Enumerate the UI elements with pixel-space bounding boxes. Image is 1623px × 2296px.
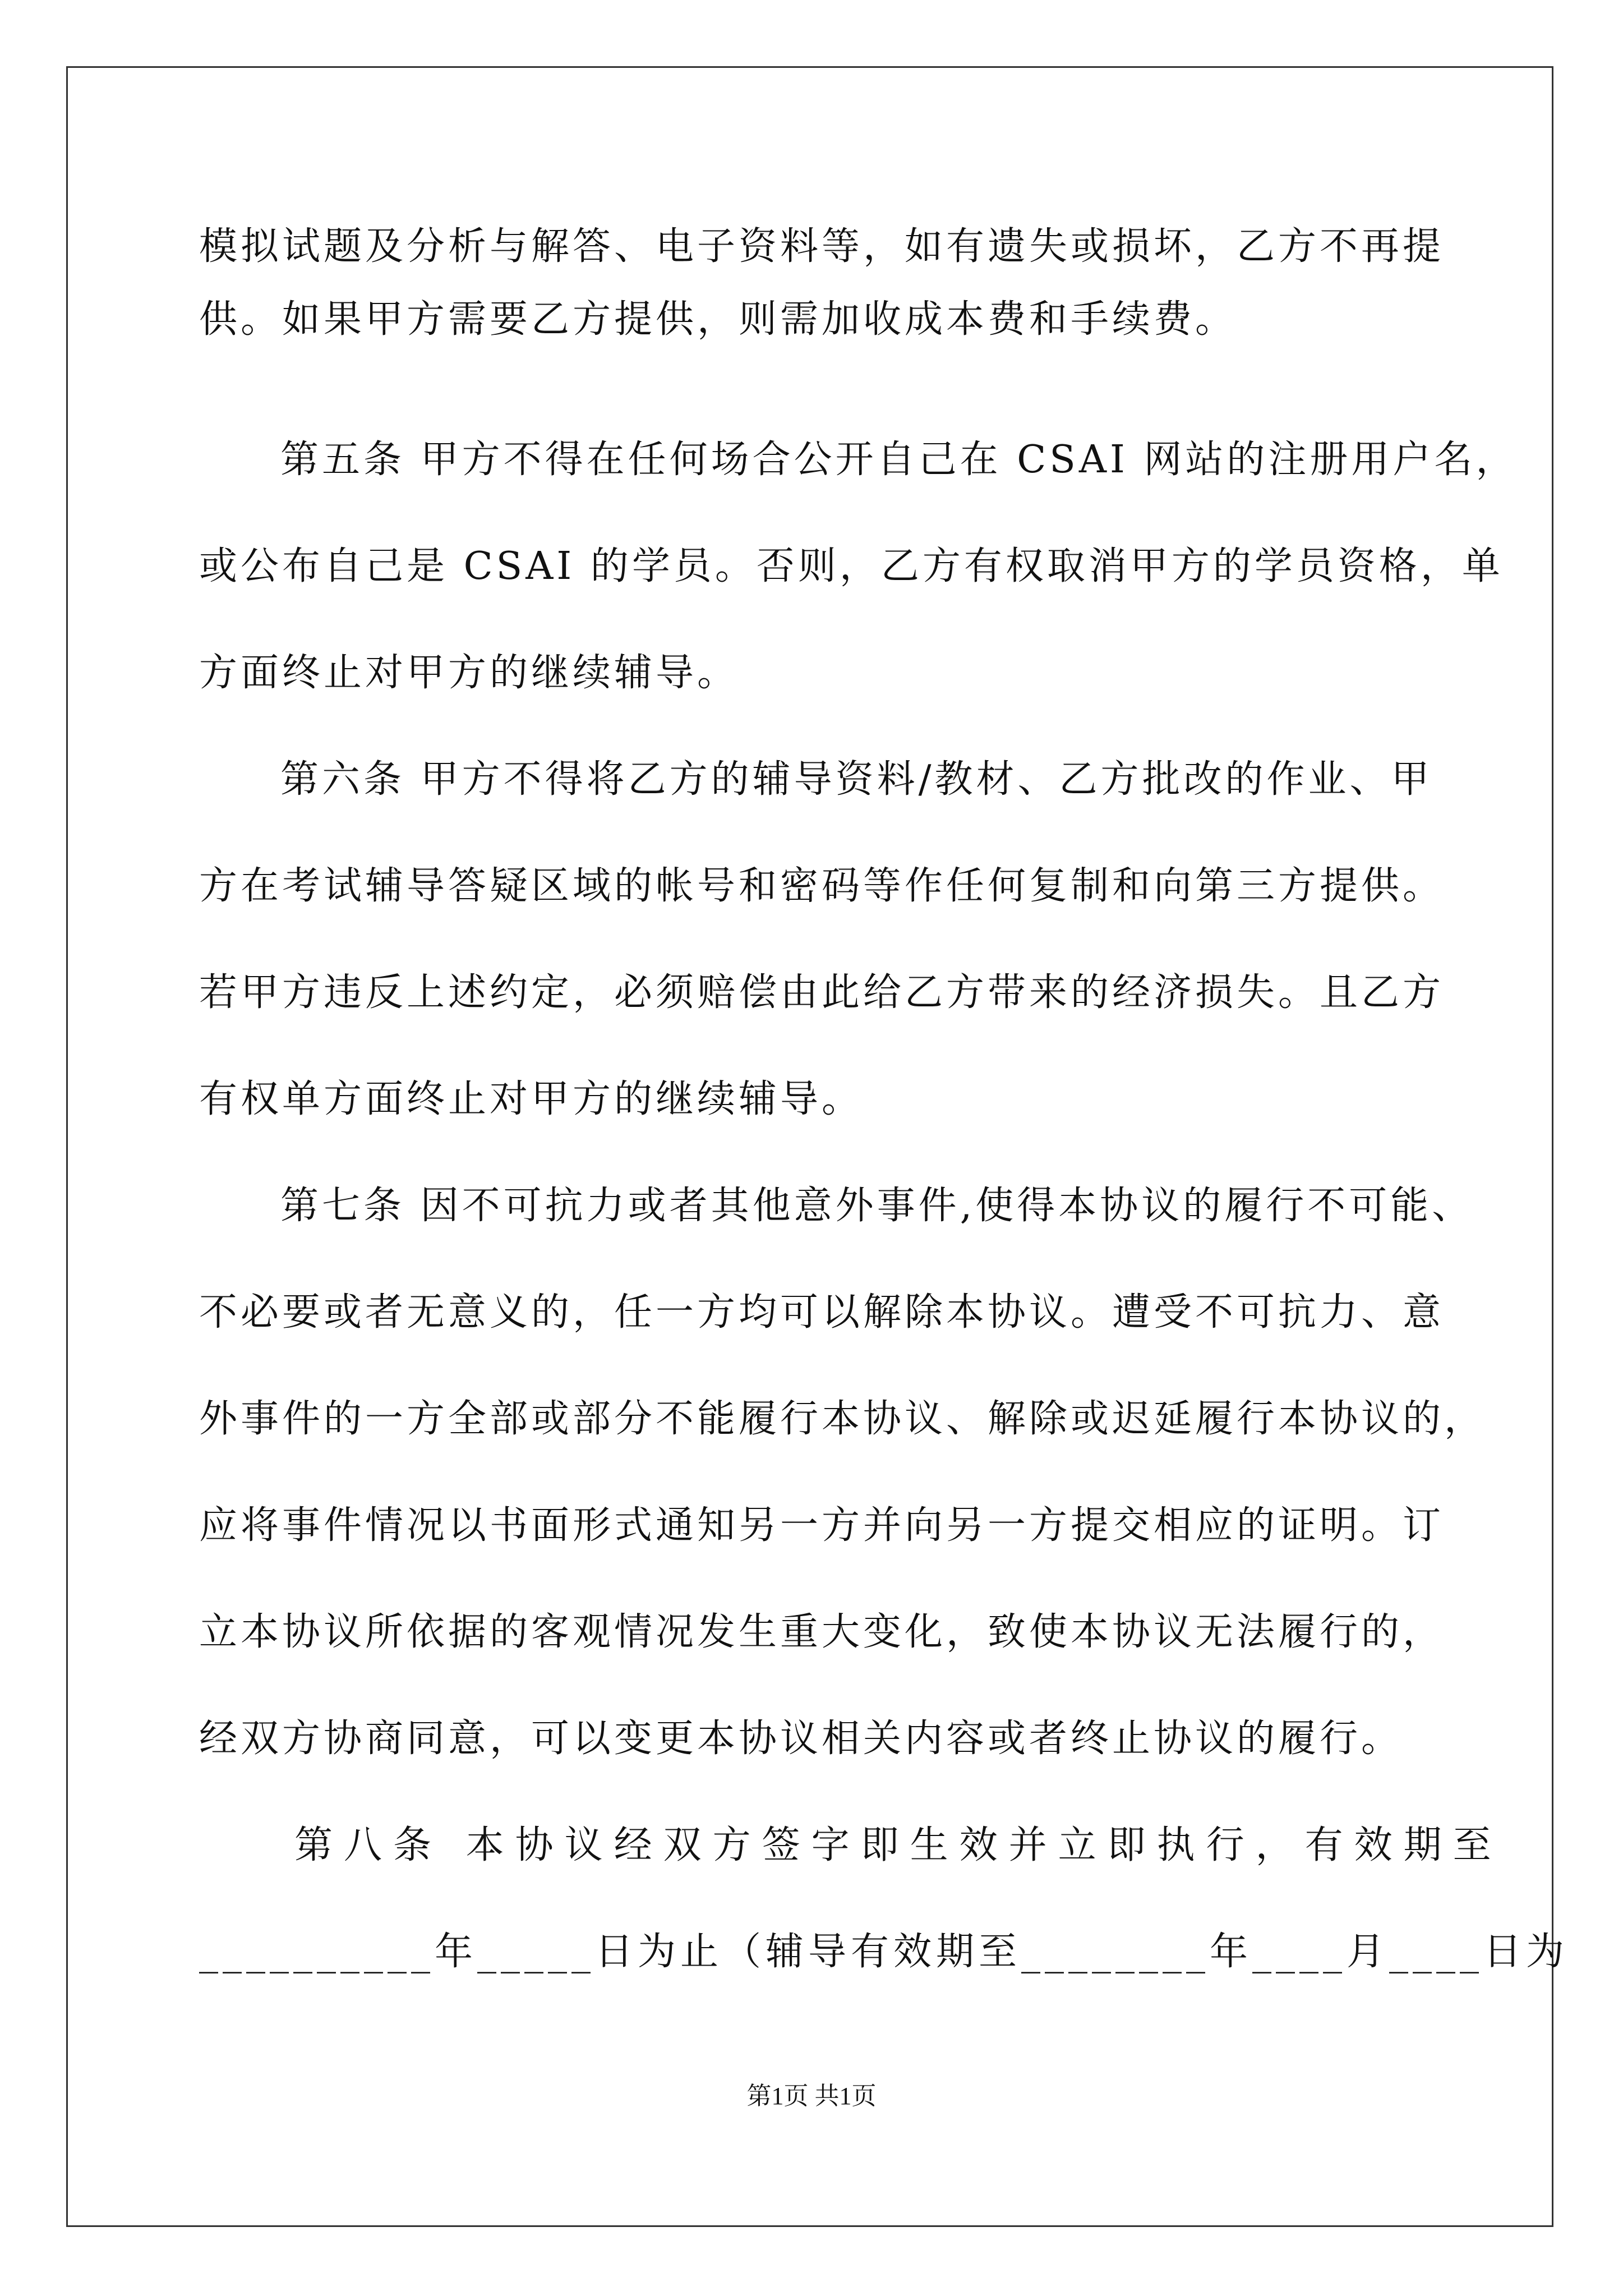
- article-6-line-3: 若甲方违反上述约定，必须赔偿由此给乙方带来的经济损失。且乙方: [199, 970, 1445, 1015]
- article-6-line-4: 有权单方面终止对甲方的继续辅导。: [199, 1077, 864, 1121]
- article-7-line-5: 立本协议所依据的客观情况发生重大变化，致使本协议无法履行的，: [199, 1610, 1445, 1654]
- article-7-line-6: 经双方协商同意，可以变更本协议相关内容或者终止协议的履行。: [199, 1717, 1403, 1761]
- article-6-line-1: 第六条 甲方不得将乙方的辅导资料/教材、乙方批改的作业、甲: [280, 757, 1433, 802]
- article-5-line-1: 第五条 甲方不得在任何场合公开自己在 CSAI 网站的注册用户名，: [280, 438, 1518, 482]
- article-6-line-2: 方在考试辅导答疑区域的帐号和密码等作任何复制和向第三方提供。: [199, 864, 1445, 908]
- article-7-line-3: 外事件的一方全部或部分不能履行本协议、解除或迟延履行本协议的，: [199, 1397, 1486, 1441]
- page-footer: 第1页 共1页: [746, 2082, 877, 2110]
- page-border: [66, 66, 1553, 2227]
- article-7-line-4: 应将事件情况以书面形式通知另一方并向另一方提交相应的证明。订: [199, 1503, 1445, 1548]
- paragraph-line-1: 模拟试题及分析与解答、电子资料等，如有遗失或损坏，乙方不再提: [199, 224, 1445, 269]
- article-8-line-2: __________年_____日为止（辅导有效期至________年____月____日为: [199, 1930, 1569, 1974]
- article-7-line-1: 第七条 因不可抗力或者其他意外事件,使得本协议的履行不可能、: [280, 1184, 1474, 1228]
- article-5-line-2: 或公布自己是 CSAI 的学员。否则，乙方有权取消甲方的学员资格，单: [199, 544, 1504, 588]
- paragraph-line-2: 供。如果甲方需要乙方提供，则需加收成本费和手续费。: [199, 297, 1237, 342]
- article-7-line-2: 不必要或者无意义的，任一方均可以解除本协议。遭受不可抗力、意: [199, 1290, 1445, 1335]
- article-8-line-1: 第八条 本协议经双方签字即生效并立即执行，有效期至: [294, 1823, 1502, 1867]
- article-5-line-3: 方面终止对甲方的继续辅导。: [199, 651, 739, 695]
